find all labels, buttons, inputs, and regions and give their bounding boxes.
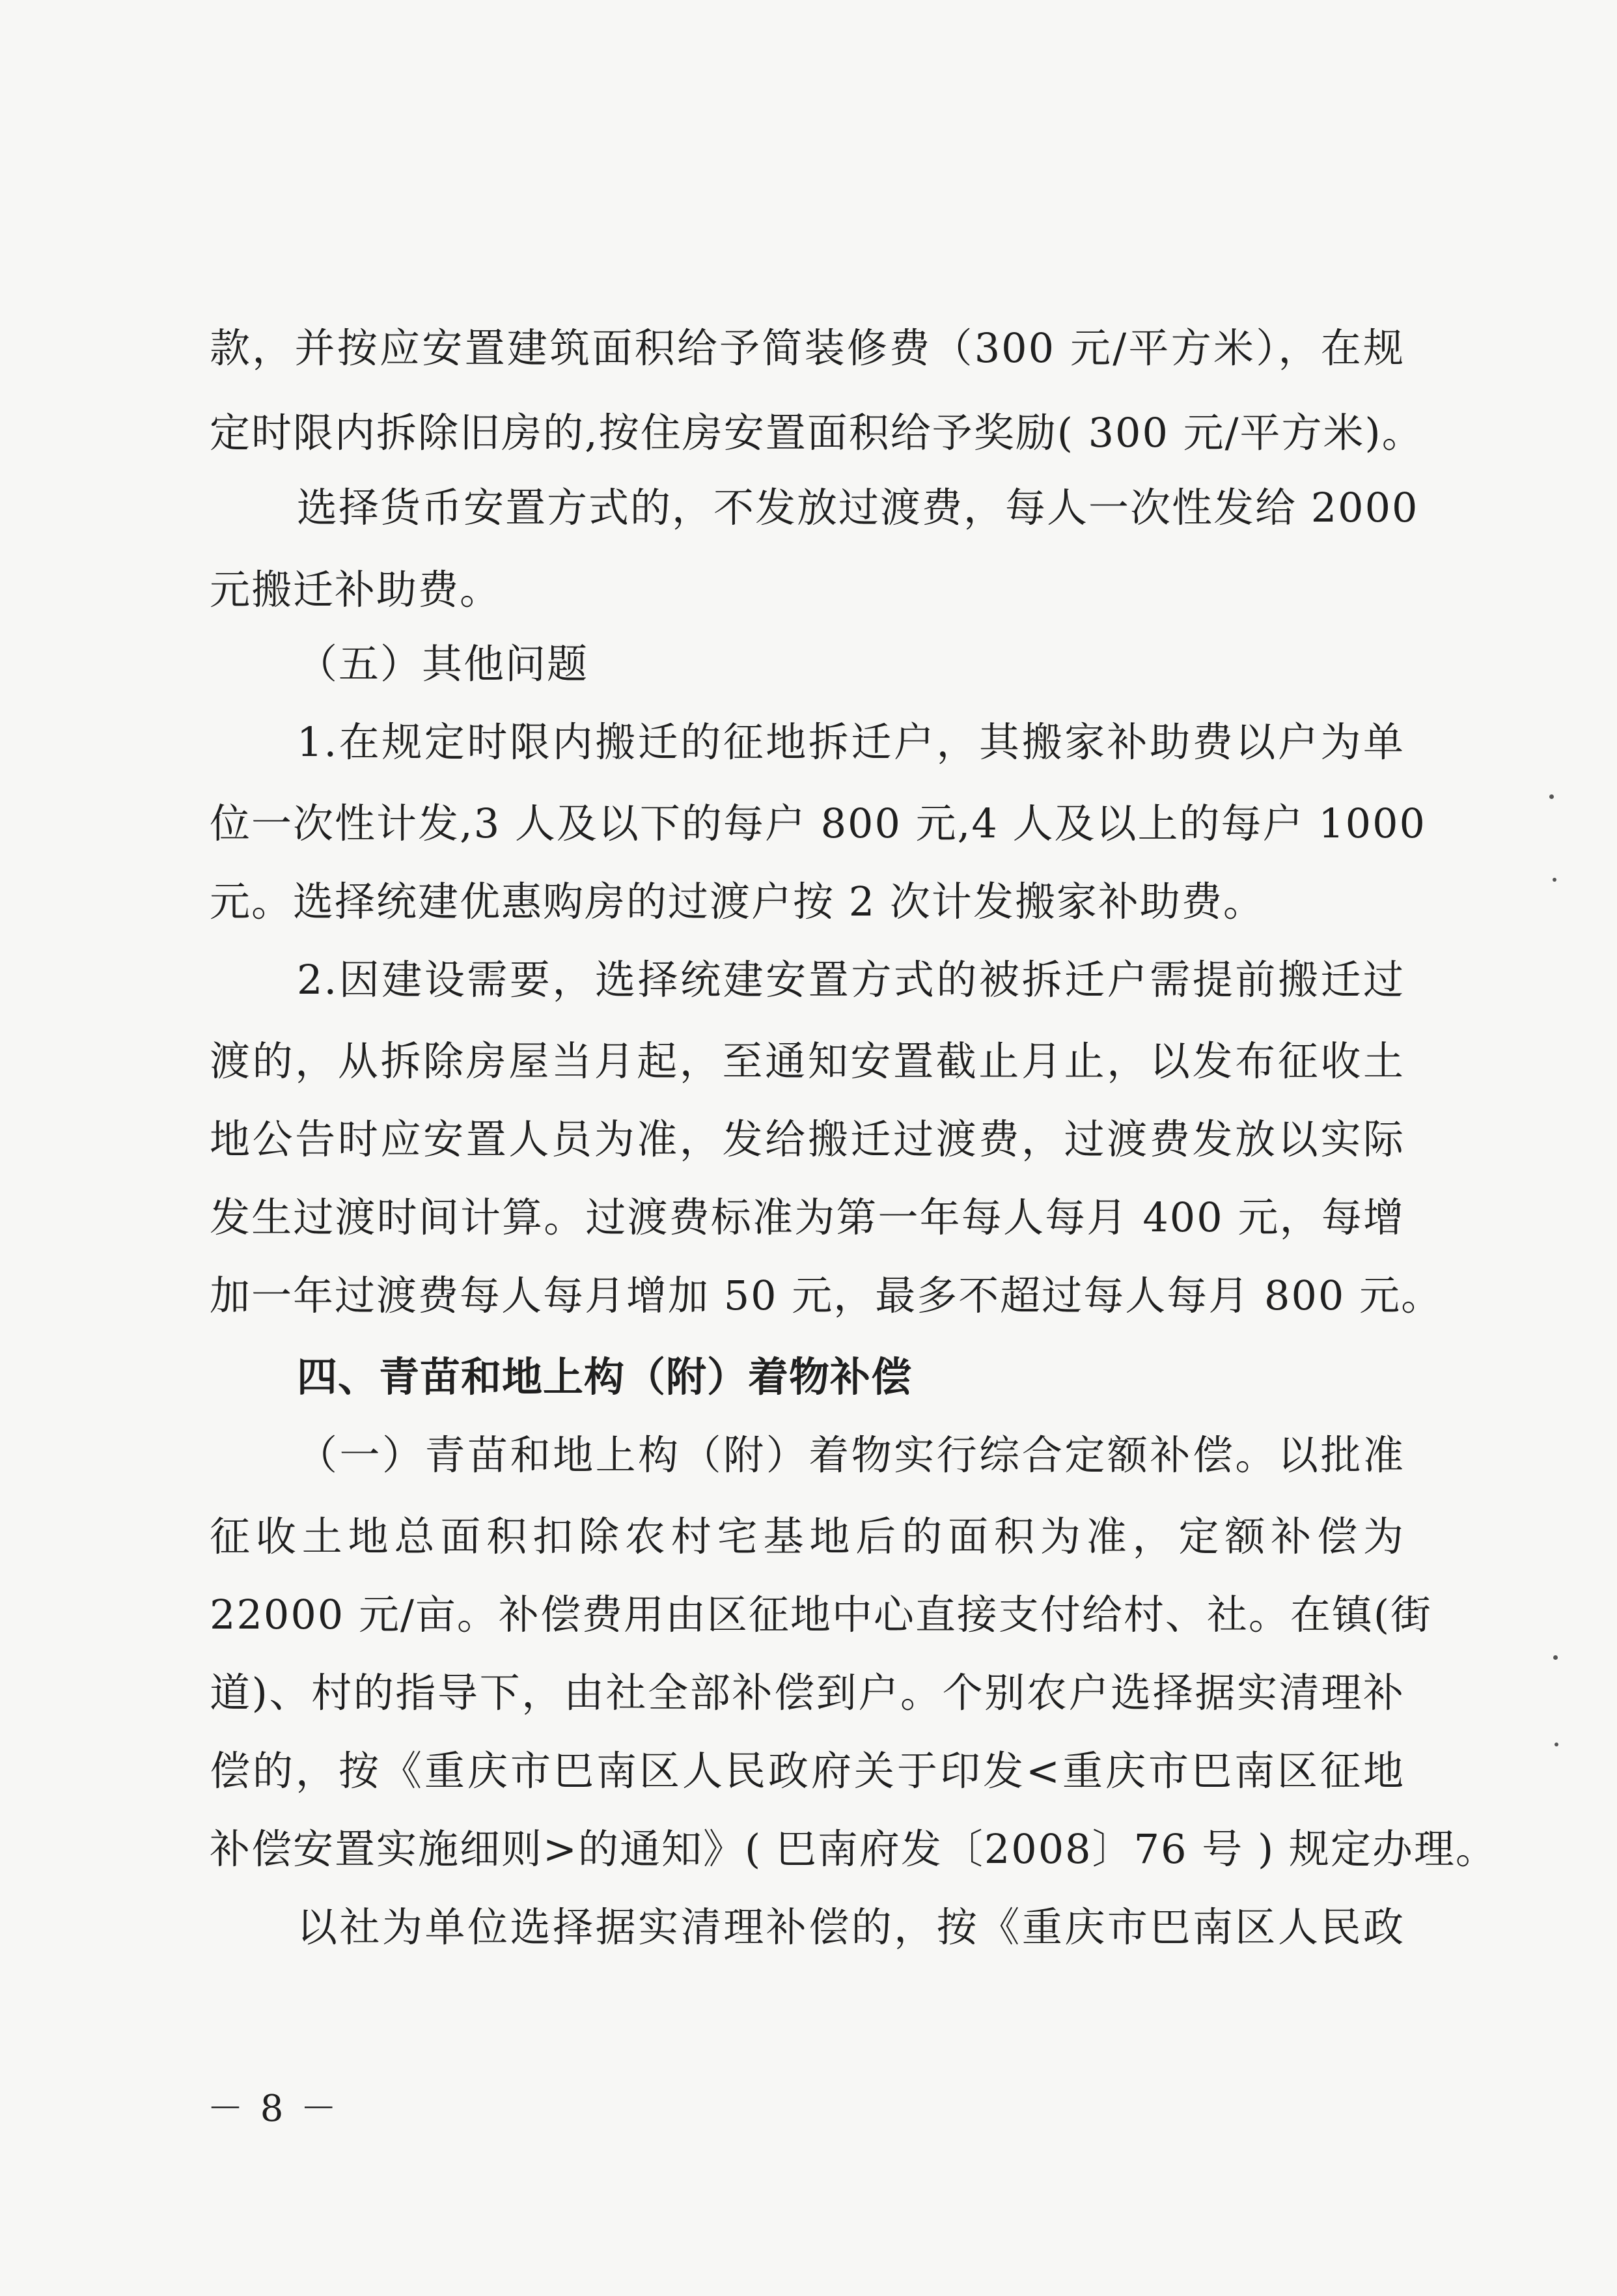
paragraph-line: 地公告时应安置人员为准，发给搬迁过渡费，过渡费发放以实际 [210,1115,1405,1163]
paragraph-line: 2.因建设需要，选择统建安置方式的被拆迁户需提前搬迁过 [297,956,1405,1003]
scan-speck [1555,1743,1558,1746]
section-heading-bold: 四、青苗和地上构（附）着物补偿 [297,1353,913,1401]
paragraph-line: 位一次性计发,3 人及以下的每户 800 元,4 人及以上的每户 1000 [210,800,1426,847]
paragraph-line: 款，并按应安置建筑面积给予简装修费（300 元/平方米），在规 [210,324,1405,372]
paragraph-line: 22000 元/亩。补偿费用由区征地中心直接支付给村、社。在镇(街 [210,1591,1433,1638]
section-heading: （五）其他问题 [297,640,589,688]
paragraph-line: 加一年过渡费每人每月增加 50 元，最多不超过每人每月 800 元。 [210,1272,1443,1319]
page-number: － 8 － [207,2088,340,2130]
paragraph-line: （一）青苗和地上构（附）着物实行综合定额补偿。以批准 [297,1431,1405,1479]
paragraph-line: 元。选择统建优惠购房的过渡户按 2 次计发搬家补助费。 [210,878,1265,925]
paragraph-line: 以社为单位选择据实清理补偿的，按《重庆市巴南区人民政 [297,1903,1405,1951]
paragraph-line: 道)、村的指导下，由社全部补偿到户。个别农户选择据实清理补 [210,1669,1405,1716]
scan-speck [1553,1655,1558,1660]
paragraph-line: 渡的，从拆除房屋当月起，至通知安置截止月止，以发布征收土 [210,1037,1405,1085]
scan-speck [1549,794,1554,799]
paragraph-line: 偿的，按《重庆市巴南区人民政府关于印发<重庆市巴南区征地 [210,1747,1405,1795]
scan-speck [1553,878,1556,882]
paragraph-line: 选择货币安置方式的，不发放过渡费，每人一次性发给 2000 [297,484,1419,531]
paragraph-line: 征收土地总面积扣除农村宅基地后的面积为准，定额补偿为 [210,1513,1405,1560]
paragraph-line: 定时限内拆除旧房的,按住房安置面积给予奖励( 300 元/平方米)。 [210,409,1424,456]
paragraph-line: 1.在规定时限内搬迁的征地拆迁户，其搬家补助费以户为单 [297,718,1405,766]
paragraph-line: 元搬迁补助费。 [210,566,502,613]
paragraph-line: 发生过渡时间计算。过渡费标准为第一年每人每月 400 元，每增 [210,1194,1405,1241]
paragraph-line: 补偿安置实施细则>的通知》( 巴南府发〔2008〕76 号 ) 规定办理。 [210,1825,1497,1873]
